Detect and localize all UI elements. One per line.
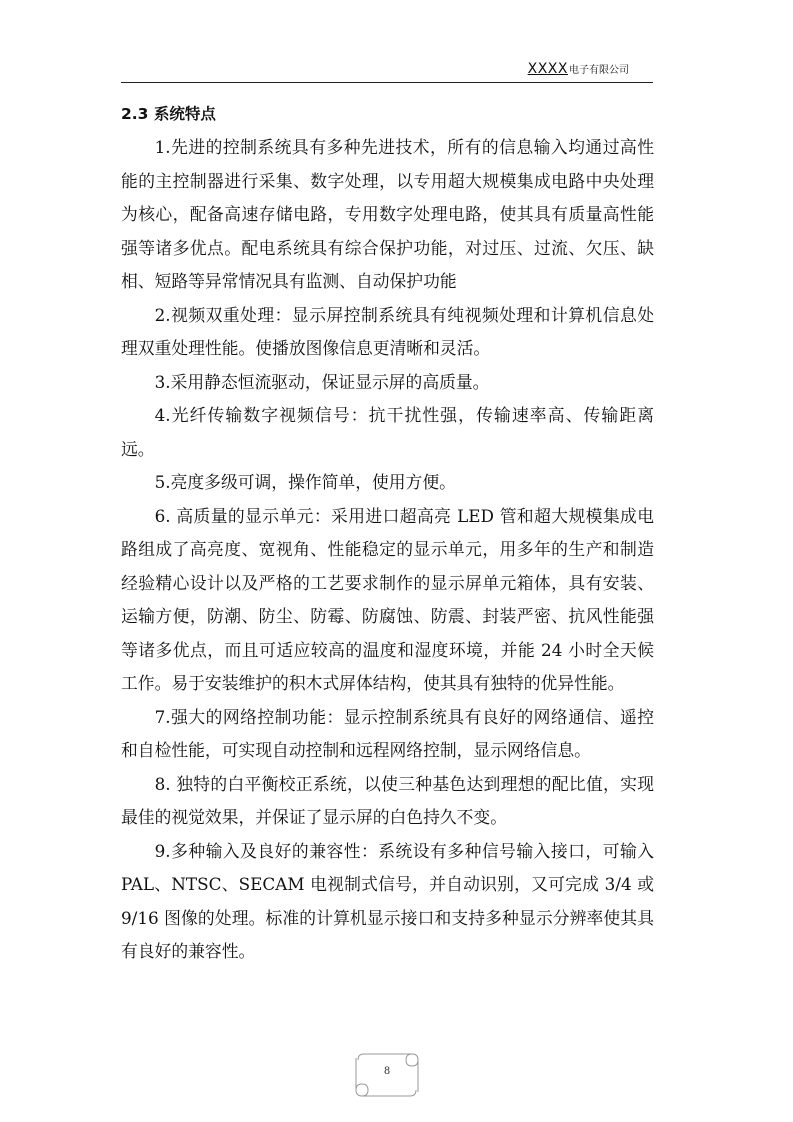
paragraph-5: 5.亮度多级可调，操作简单，使用方便。 <box>154 472 456 492</box>
header-brand: XXXX <box>527 61 568 77</box>
paragraph-7: 7.强大的网络控制功能：显示控制系统具有良好的网络通信、遥控和自检性能，可实现自动控制和远程网络控制，显示网络信息。 <box>121 706 654 760</box>
page-header <box>121 58 653 83</box>
header-company: 电子有限公司 <box>569 65 629 76</box>
section-title: 2.3 系统特点 <box>121 105 216 123</box>
paragraph-9: 9.多种输入及良好的兼容性：系统设有多种信号输入接口，可输入 PAL、NTSC、SECAM 电视制式信号，并自动识别，又可完成 3/4 或 9/16 图像的处理。标准的计算机显示接口和支持多种显示分辨率使其具有良好的兼容性。 <box>121 840 654 961</box>
paragraph-6: 6. 高质量的显示单元：采用进口超高亮 LED 管和超大规模集成电路组成了高亮度、宽视角、性能稳定的显示单元，用多年的生产和制造经验精心设计以及严格的工艺要求制作的显示屏单元箱体，具有安装、运输方便，防潮、防尘、防霉、防腐蚀、防震、封装严密、抗风性能强等诸多优点，而且可适应较高的温度和湿度环境，并能 24 小时全天候工作。易于安装维护的积木式屏体结构，使其具有独特的优异性能。 <box>121 505 654 693</box>
document-body <box>121 131 654 969</box>
paragraph-3: 3.采用静态恒流驱动，保证显示屏的高质量。 <box>154 371 490 392</box>
header-text <box>528 58 629 77</box>
paragraph-4: 4.光纤传输数字视频信号：抗干扰性强，传输速率高、传输距离远。 <box>121 405 654 459</box>
paragraph-8: 8. 独特的白平衡校正系统，以使三种基色达到理想的配比值，实现最佳的视觉效果，并保证了显示屏的白色持久不变。 <box>121 773 654 827</box>
page-footer <box>350 1046 424 1104</box>
page-number: 8 <box>383 1066 391 1077</box>
paragraph-1: 1.先进的控制系统具有多种先进技术，所有的信息输入均通过高性能的主控制器进行采集、数字处理，以专用超大规模集成电路中央处理为核心，配备高速存储电路，专用数字处理电路，使其具有质量高性能强等诸多优点。配电系统具有综合保护功能，对过压、过流、欠压、缺相、短路等异常情况具有监测、自动保护功能 <box>121 137 654 291</box>
paragraph-2: 2.视频双重处理：显示屏控制系统具有纯视频处理和计算机信息处理双重处理性能。使播放图像信息更清晰和灵活。 <box>121 304 654 358</box>
